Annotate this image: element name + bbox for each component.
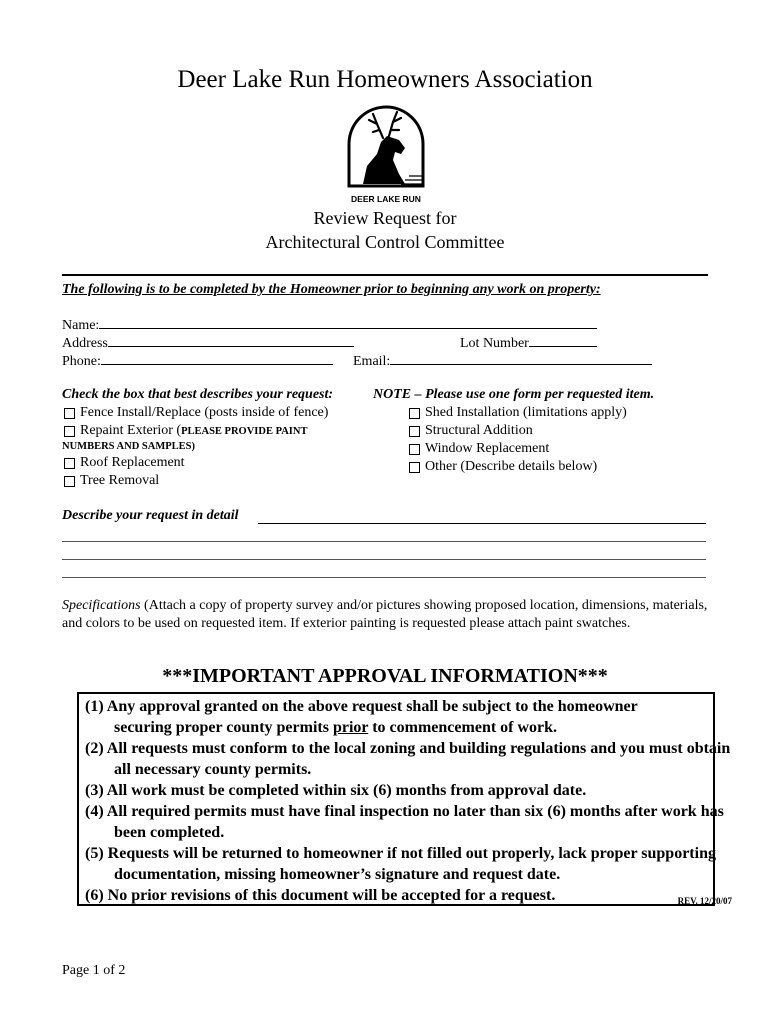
lot-number-field[interactable] xyxy=(529,334,597,347)
describe-line-4[interactable] xyxy=(62,577,706,578)
item-text: (1) Any approval granted on the above request shall be subject to the homeowner xyxy=(85,698,638,715)
option-roof[interactable] xyxy=(64,455,185,471)
subtitle-line-2: Architectural Control Committee xyxy=(265,232,505,252)
checkbox[interactable] xyxy=(64,426,75,437)
specifications xyxy=(62,597,710,633)
option-window[interactable] xyxy=(409,441,549,457)
subtitle-line-1: Review Request for xyxy=(313,208,457,228)
approval-item-1 xyxy=(85,696,744,738)
address-label: Address xyxy=(62,336,108,351)
specifications-text: (Attach a copy of property survey and/or pictures showing proposed location, dimensions, materials, and colors to be used on requested item. If exterior painting is requested please attach paint swatches. xyxy=(62,598,708,631)
option-repaint[interactable] xyxy=(64,423,307,439)
page-number: Page 1 of 2 xyxy=(62,963,126,978)
option-label: Shed Installation (limitations apply) xyxy=(425,405,627,420)
option-label: Structural Addition xyxy=(425,423,533,438)
name-field[interactable] xyxy=(99,316,597,329)
logo-label: DEER LAKE RUN xyxy=(351,194,421,204)
checkbox[interactable] xyxy=(64,408,75,419)
approval-item-3: (3) All work must be completed within six (6) months from approval date. xyxy=(85,782,587,799)
option-label: Tree Removal xyxy=(80,473,160,488)
phone-row xyxy=(62,352,333,370)
association-title: Deer Lake Run Homeowners Association xyxy=(177,66,593,93)
option-other[interactable] xyxy=(409,459,597,475)
option-label: Repaint Exterior ( xyxy=(80,423,182,438)
divider xyxy=(62,274,708,276)
option-fence[interactable] xyxy=(64,405,328,421)
note-header: NOTE – Please use one form per requested item. xyxy=(373,387,655,402)
describe-line-2[interactable] xyxy=(62,541,706,542)
revision-label: REV. 12/20/07 xyxy=(677,896,732,906)
intro-text: The following is to be completed by the Homeowner prior to beginning any work on property: xyxy=(62,282,601,297)
address-row xyxy=(62,334,354,352)
check-header: Check the box that best describes your request: xyxy=(62,387,334,402)
option-repaint-note: NUMBERS AND SAMPLES) xyxy=(62,441,196,452)
checkbox[interactable] xyxy=(409,426,420,437)
approval-item-2: (2) All requests must conform to the local zoning and building regulations and you must obtain all necessary county permits. xyxy=(85,740,731,778)
approval-item-5: (5) Requests will be returned to homeowner if not filled out properly, lack proper supporting documentation, missing homeowner’s signature and request date. xyxy=(85,845,716,883)
item-text: to commencement of work. xyxy=(368,719,558,736)
item-emphasis: prior xyxy=(332,719,369,736)
option-label: Roof Replacement xyxy=(80,455,185,470)
approval-item-4: (4) All required permits must have final inspection no later than six (6) months after work has been completed. xyxy=(85,803,724,841)
name-row xyxy=(62,316,597,334)
phone-field[interactable] xyxy=(101,352,333,365)
checkbox[interactable] xyxy=(64,458,75,469)
address-field[interactable] xyxy=(108,334,354,347)
item-text: (6) No prior revisions of this document will be accepted for a request. xyxy=(85,887,556,904)
option-shed[interactable] xyxy=(409,405,627,421)
phone-label: Phone: xyxy=(62,354,101,369)
approval-item-6 xyxy=(85,885,744,906)
option-tree[interactable] xyxy=(64,473,159,489)
describe-line-3[interactable] xyxy=(62,559,706,560)
option-label: Window Replacement xyxy=(425,441,550,456)
name-label: Name: xyxy=(62,318,100,333)
option-label: Other (Describe details below) xyxy=(425,459,598,474)
describe-label: Describe your request in detail xyxy=(62,508,239,523)
deer-logo xyxy=(343,104,429,208)
lot-row xyxy=(460,334,597,352)
email-row xyxy=(353,352,652,370)
item-text: securing proper county permits xyxy=(114,719,333,736)
approval-heading: ***IMPORTANT APPROVAL INFORMATION*** xyxy=(162,665,608,687)
email-field[interactable] xyxy=(390,352,652,365)
checkbox[interactable] xyxy=(409,444,420,455)
checkbox[interactable] xyxy=(409,462,420,473)
checkbox[interactable] xyxy=(64,476,75,487)
specifications-label: Specifications xyxy=(62,598,141,613)
email-label: Email: xyxy=(353,354,391,369)
lot-label: Lot Number xyxy=(460,336,529,351)
option-label: Fence Install/Replace (posts inside of fence) xyxy=(80,405,329,420)
describe-line-1[interactable] xyxy=(258,523,706,524)
option-note: PLEASE PROVIDE PAINT xyxy=(181,425,308,437)
checkbox[interactable] xyxy=(409,408,420,419)
option-structural[interactable] xyxy=(409,423,533,439)
